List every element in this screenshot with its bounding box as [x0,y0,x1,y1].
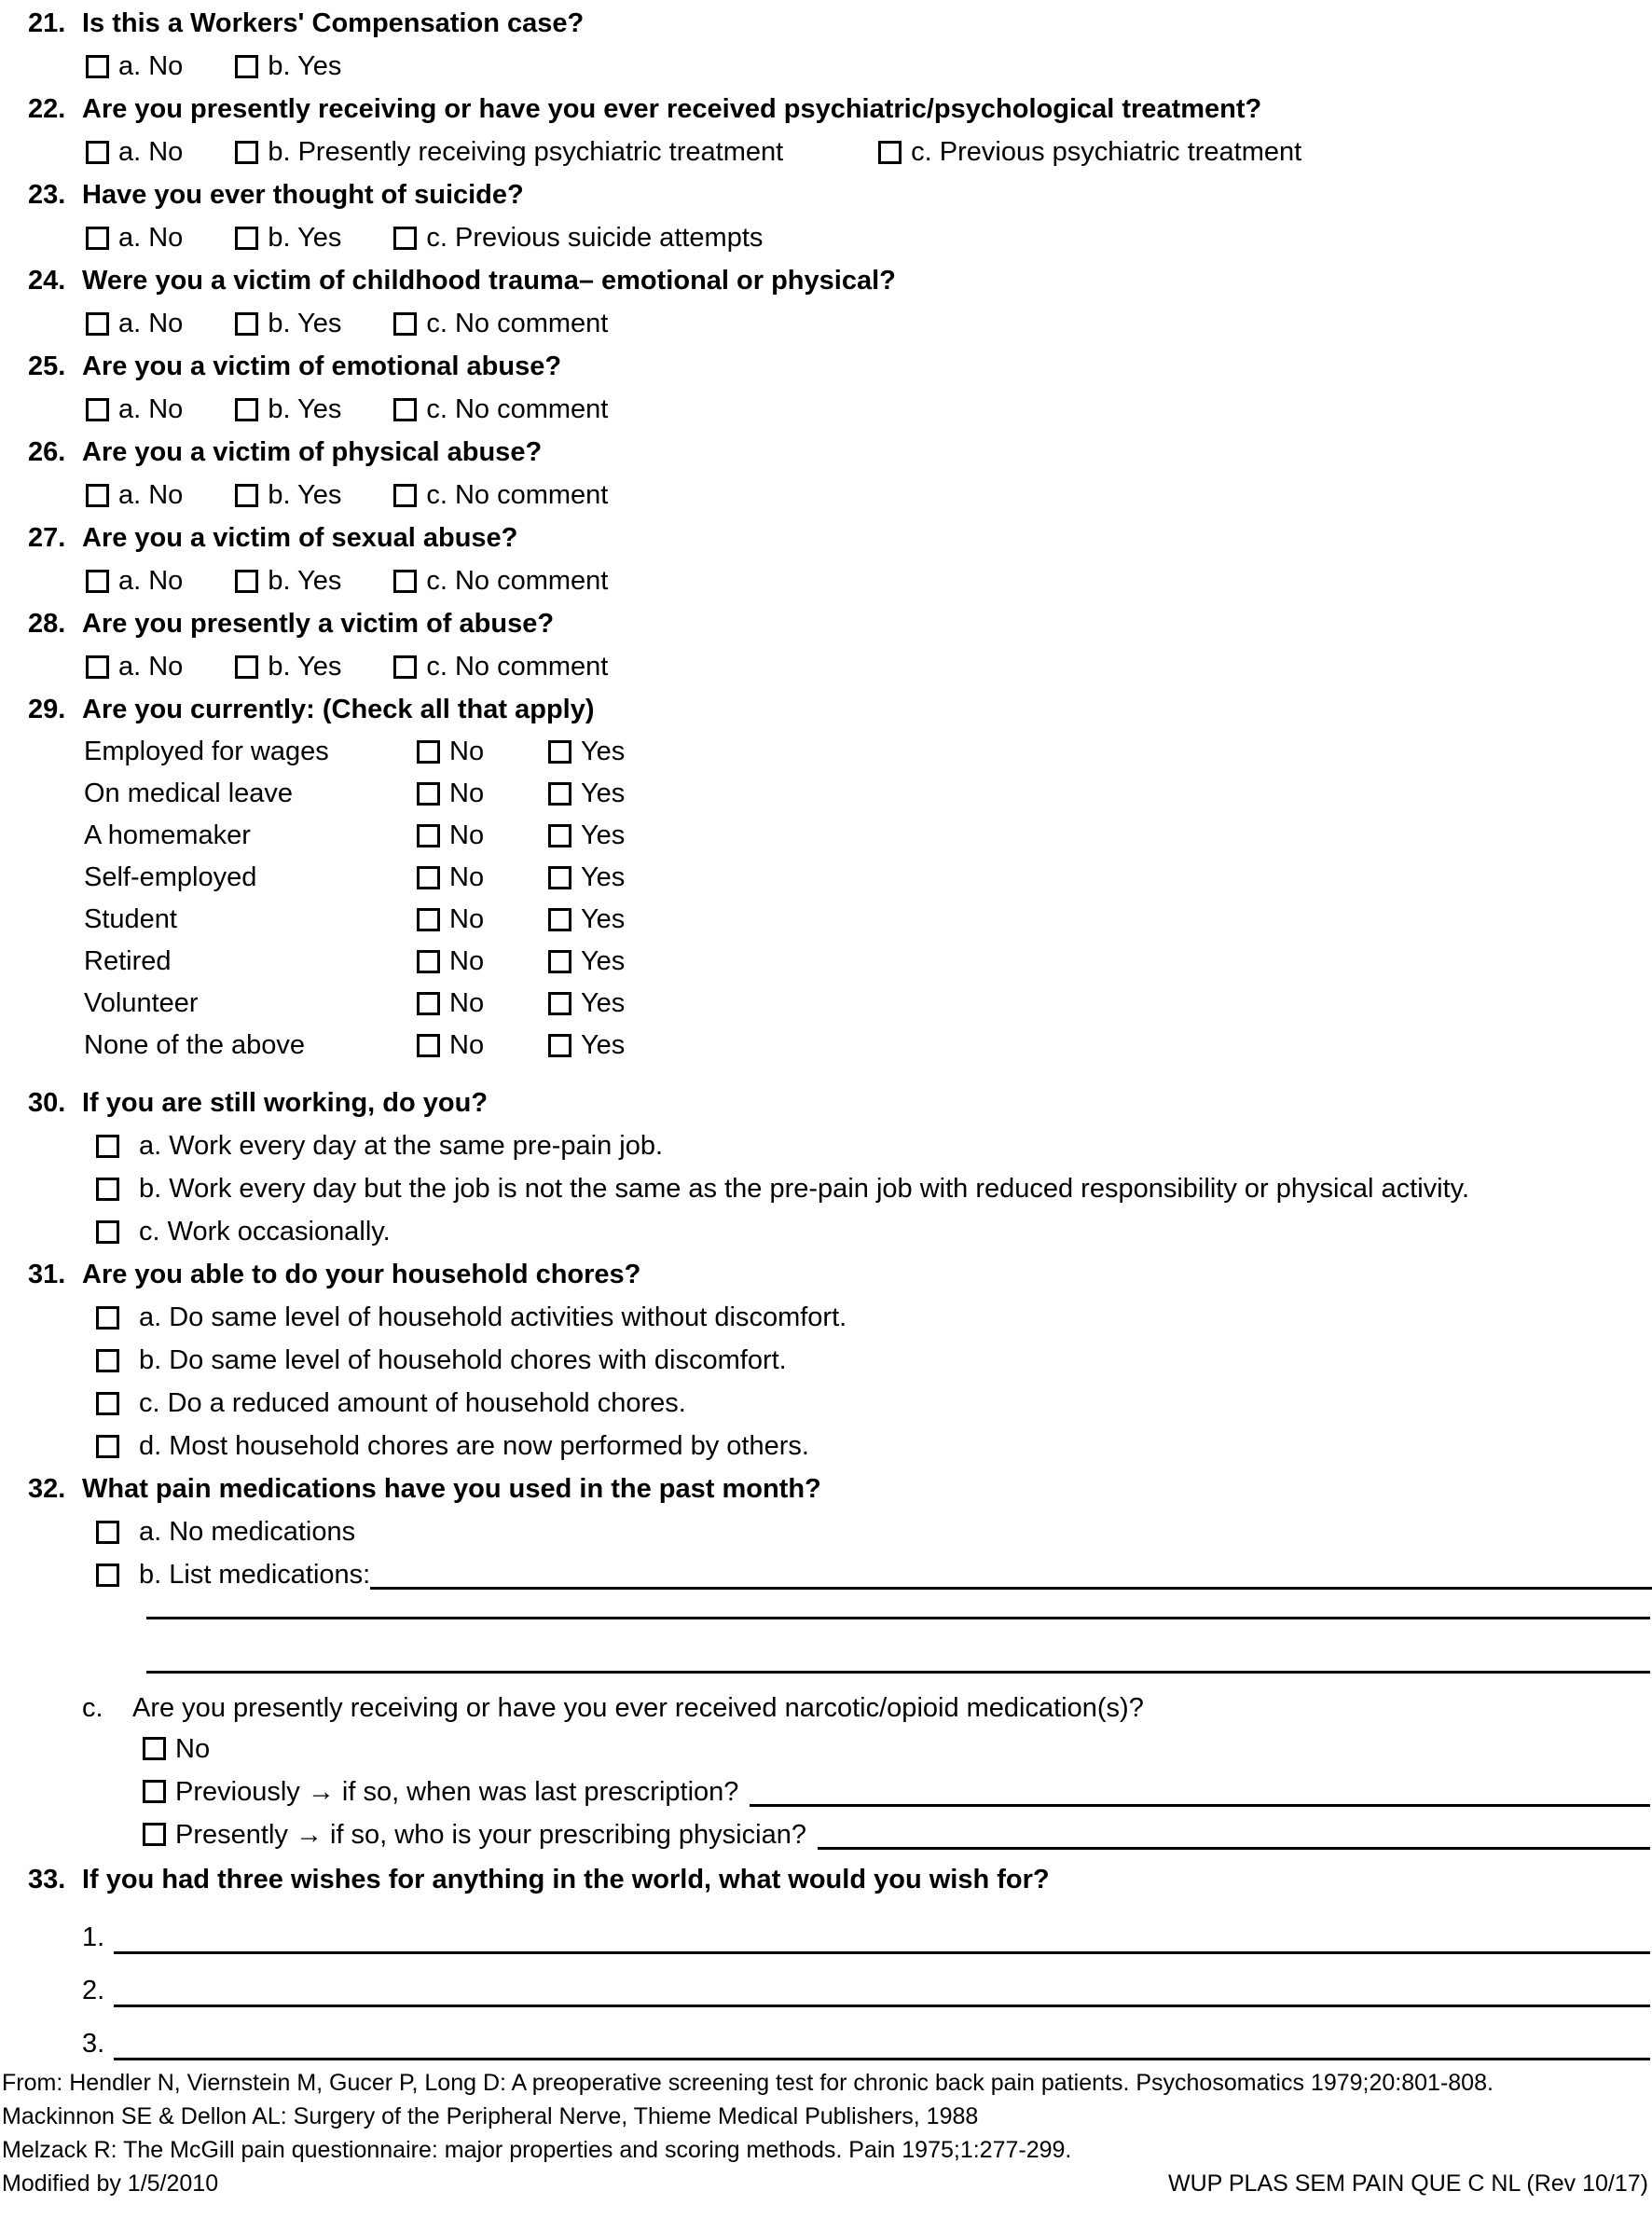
reference-citation: From: Hendler N, Viernstein M, Gucer P, Long D: A preoperative screening test for chronic back pain patients. Psychosomatics 1979;20:801-808. [2,2070,1494,2096]
yes-label: Yes [581,988,626,1018]
question-heading [28,1467,1652,1510]
option-label: c. No comment [426,393,609,424]
q29-row-none [84,1025,1652,1067]
medications-write-line[interactable] [146,1617,1650,1619]
option [86,137,183,168]
yes-cell [548,862,625,893]
checkbox[interactable] [96,1435,119,1458]
checkbox[interactable] [417,782,440,806]
option [393,394,608,425]
wish-number: 2. [82,1976,105,2005]
question-title: Are you currently: (Check all that apply) [82,694,595,724]
question-number: 32. [28,1473,66,1504]
checkbox[interactable] [143,1737,166,1760]
option-label: a. No [118,136,184,167]
yes-cell [548,988,625,1019]
option [86,566,183,597]
row-label: Employed for wages [84,737,329,766]
option [96,1382,1652,1425]
question-heading [28,688,1652,731]
option [235,480,341,511]
question-title: Is this a Workers' Compensation case? [82,7,585,38]
checkbox[interactable] [86,141,109,164]
option-label: b. Work every day but the job is not the same as the pre-pain job with reduced responsibility or physical activity. [139,1174,1470,1204]
checkbox[interactable] [143,1823,166,1846]
option-label: No [175,1734,211,1764]
question-block-23 [0,173,1652,259]
option-no [143,1729,1652,1772]
option-label: b. Yes [268,479,342,510]
no-cell [417,862,548,893]
question-block-31 [0,1253,1652,1467]
footer-bottom-row [2,2167,1652,2200]
question-block-25 [0,345,1652,431]
options-row [86,559,1652,602]
checkbox[interactable] [235,141,258,164]
option-label: a. No [118,50,184,81]
option [96,1425,1652,1467]
option [235,137,783,168]
wish-write-line[interactable] [114,2020,1650,2060]
yes-cell [548,1030,625,1061]
option [96,1296,1652,1339]
option [96,1124,1652,1167]
question-heading [28,1253,1652,1296]
row-label: A homemaker [84,820,251,850]
checkbox[interactable] [86,484,109,507]
no-label: No [449,946,485,976]
no-cell [417,946,548,977]
question-title: Are you a victim of physical abuse? [82,436,543,467]
row-label: Volunteer [84,988,199,1018]
footer [2,2066,1652,2200]
option-label: c. Do a reduced amount of household chores. [139,1388,686,1418]
checkbox[interactable] [548,1034,571,1057]
option [86,309,183,339]
question-number: 28. [28,608,66,639]
question-number: 26. [28,436,66,467]
checkbox[interactable] [96,1521,119,1544]
checkbox[interactable] [393,570,417,593]
checkbox[interactable] [235,570,258,593]
option-label: b. Yes [268,393,342,424]
option-label: a. Do same level of household activities without discomfort. [139,1302,847,1332]
checkbox[interactable] [96,1220,119,1244]
question-block-21 [0,2,1652,88]
checkbox[interactable] [96,1306,119,1330]
question-title: If you are still working, do you? [82,1087,489,1118]
checkbox[interactable] [548,992,571,1015]
q29-row-employed [84,731,1652,773]
wish-write-line[interactable] [114,1914,1650,1954]
option-label: c. No comment [426,479,609,510]
row-label: Retired [84,946,172,976]
option-label: c. Work occasionally. [139,1217,391,1247]
checkbox[interactable] [548,866,571,889]
checkbox[interactable] [548,740,571,764]
checkbox[interactable] [235,227,258,250]
option [393,652,608,682]
no-cell [417,737,548,767]
checkbox[interactable] [548,950,571,973]
q29-row-homemaker [84,815,1652,857]
question-number: 33. [28,1864,66,1894]
question-block-27 [0,517,1652,602]
question-title: If you had three wishes for anything in the world, what would you wish for? [82,1864,1050,1894]
question-title: Are you presently receiving or have you ever received psychiatric/psychological treatment? [82,93,1262,124]
question-number: 21. [28,7,66,38]
option-label: b. Yes [268,565,342,596]
checkbox[interactable] [548,908,571,931]
question-number: 29. [28,694,66,724]
question-heading [28,259,1652,302]
question-heading [28,431,1652,474]
checkbox[interactable] [86,312,109,336]
form-code: WUP PLAS SEM PAIN QUE C NL (Rev 10/17) [1168,2170,1648,2197]
question-block-30 [0,1082,1652,1253]
sub-question-text: Are you presently receiving or have you ever received narcotic/opioid medication(s)? [132,1692,1144,1723]
option [86,223,183,254]
question-number: 23. [28,179,66,210]
wish-line-1 [82,1901,1652,1954]
checkbox[interactable] [393,312,417,336]
question-block-33 [0,1858,1652,2060]
checkbox[interactable] [86,655,109,679]
option [235,223,341,254]
checkbox[interactable] [393,398,417,421]
checkbox[interactable] [86,55,109,78]
checkbox[interactable] [548,824,571,847]
checkbox[interactable] [417,908,440,931]
option [393,309,608,339]
option-label: c. No comment [426,308,609,338]
yes-label: Yes [581,737,626,766]
question-heading [28,88,1652,131]
checkbox[interactable] [96,1135,119,1158]
question-title: Are you able to do your household chores? [82,1259,641,1289]
wish-number: 3. [82,2029,105,2059]
option [878,137,1301,168]
yes-label: Yes [581,904,626,934]
option [86,480,183,511]
option [235,566,341,597]
yes-label: Yes [581,820,626,850]
option-label: b. Yes [268,50,342,81]
option [235,394,341,425]
yes-label: Yes [581,946,626,976]
question-number: 30. [28,1087,66,1118]
sub-question-letter: c. [82,1692,103,1723]
medications-write-line[interactable] [146,1671,1650,1674]
options-row [86,645,1652,688]
no-cell [417,820,548,851]
option-label: a. No [118,565,184,596]
checkbox[interactable] [96,1392,119,1415]
option-label: b. Presently receiving psychiatric treatment [268,136,784,167]
checkbox[interactable] [417,740,440,764]
checkbox[interactable] [235,484,258,507]
wish-line-3 [82,2007,1652,2060]
option-label: a. No [118,308,184,338]
option-label: c. Previous psychiatric treatment [911,136,1302,167]
checkbox[interactable] [548,782,571,806]
q29-row-student [84,899,1652,941]
option-label: a. No [118,222,184,253]
checkbox[interactable] [393,484,417,507]
wish-write-line[interactable] [114,1967,1650,2007]
no-label: No [449,737,485,766]
option-previously [143,1772,1652,1815]
option-label: b. Do same level of household chores with discomfort. [139,1345,787,1375]
question-number: 31. [28,1259,66,1289]
medications-write-line[interactable] [370,1553,1652,1590]
question-block-28 [0,602,1652,688]
option-label: d. Most household chores are now performed by others. [139,1431,809,1461]
option [96,1210,1652,1253]
row-label: Self-employed [84,862,257,892]
options-row [86,474,1652,517]
option [235,652,341,682]
checkbox[interactable] [393,655,417,679]
option-list-medications [96,1553,1652,1596]
question-number: 24. [28,265,66,296]
options-row [86,302,1652,345]
option-label: c. Previous suicide attempts [426,222,764,253]
no-cell [417,778,548,809]
row-label: None of the above [84,1030,306,1060]
q29-row-self-employed [84,857,1652,899]
yes-cell [548,778,625,809]
checkbox[interactable] [417,992,440,1015]
checkbox[interactable] [235,398,258,421]
question-block-26 [0,431,1652,517]
option-label: a. No [118,651,184,682]
checkbox[interactable] [417,950,440,973]
yes-label: Yes [581,1030,626,1060]
option [235,51,341,82]
option-label: a. No [118,479,184,510]
checkbox[interactable] [235,655,258,679]
option [235,309,341,339]
yes-label: Yes [581,778,626,808]
question-title: What pain medications have you used in the past month? [82,1473,821,1504]
option-label: b. List medications: [139,1560,371,1590]
question-block-22 [0,88,1652,173]
no-label: No [449,988,485,1018]
option-label: c. No comment [426,651,609,682]
question-heading [28,1082,1652,1124]
no-label: No [449,862,485,892]
wish-line-2 [82,1954,1652,2007]
option-label: c. No comment [426,565,609,596]
option [393,223,763,254]
question-heading [28,1858,1652,1901]
no-label: No [449,1030,485,1060]
option [86,394,183,425]
row-label: Student [84,904,177,934]
checkbox[interactable] [86,227,109,250]
row-label: On medical leave [84,778,294,808]
question-block-32 [0,1467,1652,1858]
q29-row-medical-leave [84,773,1652,815]
option-label: a. No medications [139,1517,356,1547]
no-label: No [449,820,485,850]
reference-citation: Mackinnon SE & Dellon AL: Surgery of the Peripheral Nerve, Thieme Medical Publishers, 1988 [2,2103,979,2129]
wish-number: 1. [82,1922,105,1952]
checkbox[interactable] [86,570,109,593]
no-cell [417,988,548,1019]
q29-row-volunteer [84,983,1652,1025]
checkbox[interactable] [878,141,902,164]
options-row [86,388,1652,431]
prescribing-physician-write-line[interactable] [818,1815,1650,1850]
checkbox[interactable] [86,398,109,421]
option-label: b. Yes [268,651,342,682]
checkbox[interactable] [96,1564,119,1587]
options-row [86,45,1652,88]
checkbox[interactable] [96,1178,119,1201]
checkbox[interactable] [143,1780,166,1803]
option-label: b. Yes [268,308,342,338]
checkbox[interactable] [96,1349,119,1372]
options-row [86,216,1652,259]
question-heading [28,602,1652,645]
option-label: a. No [118,393,184,424]
checkbox[interactable] [235,55,258,78]
option [86,652,183,682]
option-no-medications [96,1510,1652,1553]
yes-cell [548,904,625,935]
q29-row-retired [84,941,1652,983]
question-number: 22. [28,93,66,124]
question-number: 27. [28,522,66,553]
yes-cell [548,946,625,977]
question-title: Have you ever thought of suicide? [82,179,524,210]
option-label: Presently → if so, who is your prescribing physician? [175,1820,806,1850]
no-label: No [449,778,485,808]
question-heading [28,173,1652,216]
reference-citation: Melzack R: The McGill pain questionnaire: major properties and scoring methods. Pain 1975;1:277-299. [2,2137,1072,2163]
checkbox[interactable] [235,312,258,336]
question-title: Were you a victim of childhood trauma– emotional or physical? [82,265,896,296]
checkbox[interactable] [393,227,417,250]
yes-cell [548,820,625,851]
option-presently [143,1815,1652,1858]
question-heading [28,345,1652,388]
yes-label: Yes [581,862,626,892]
checkbox[interactable] [417,1034,440,1057]
options-row [86,131,1652,173]
option [96,1339,1652,1382]
no-label: No [449,904,485,934]
option [393,566,608,597]
option-label: b. Yes [268,222,342,253]
checkbox[interactable] [417,866,440,889]
question-title: Are you a victim of sexual abuse? [82,522,518,553]
question-heading [28,517,1652,559]
yes-cell [548,737,625,767]
question-heading [28,2,1652,45]
option [393,480,608,511]
question-number: 25. [28,351,66,381]
question-title: Are you a victim of emotional abuse? [82,351,562,381]
sub-question-c [82,1687,1652,1729]
option [86,51,183,82]
no-cell [417,904,548,935]
option [96,1167,1652,1210]
question-block-29 [0,688,1652,1067]
question-title: Are you presently a victim of abuse? [82,608,555,639]
option-label: a. Work every day at the same pre-pain job. [139,1131,664,1161]
no-cell [417,1030,548,1061]
last-prescription-write-line[interactable] [750,1772,1650,1807]
modified-date: Modified by 1/5/2010 [2,2170,219,2197]
option-label: Previously → if so, when was last prescription? [175,1777,739,1807]
checkbox[interactable] [417,824,440,847]
question-block-24 [0,259,1652,345]
